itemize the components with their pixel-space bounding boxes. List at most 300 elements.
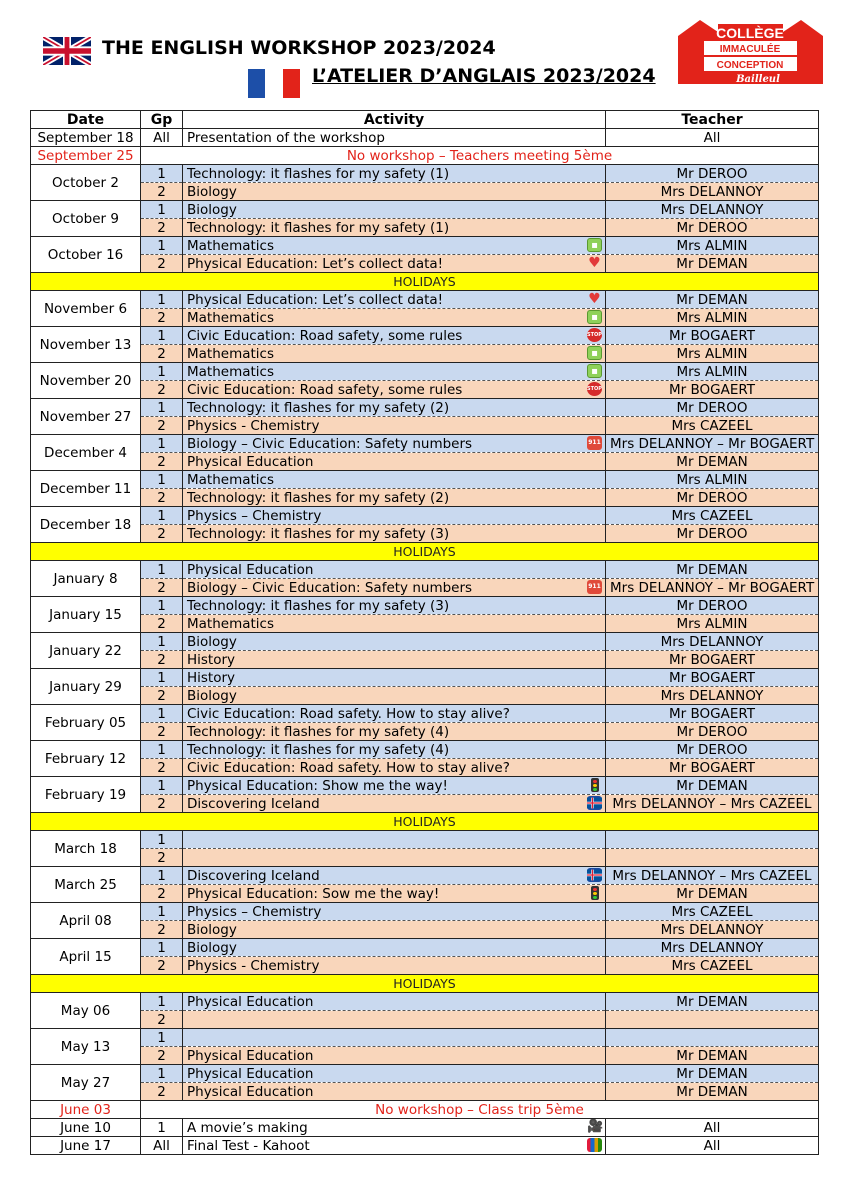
title-english: THE ENGLISH WORKSHOP 2023/2024	[102, 37, 496, 59]
holiday-cell: HOLIDAYS	[31, 543, 819, 561]
emergency-number-icon: 911	[587, 436, 602, 450]
header-gp: Gp	[141, 111, 183, 129]
table-row	[31, 471, 819, 489]
table-row	[31, 345, 819, 363]
table-row	[31, 417, 819, 435]
date-cell: June 10	[31, 1119, 141, 1137]
table-row	[31, 1119, 819, 1137]
table-row	[31, 165, 819, 183]
date-cell: February 05	[31, 705, 141, 741]
activity-cell	[183, 885, 606, 903]
math-icon: ▪	[587, 310, 602, 324]
table-row	[31, 219, 819, 237]
date-cell: June 03	[31, 1101, 141, 1119]
table-row	[31, 939, 819, 957]
teacher-cell	[606, 849, 819, 867]
activity-cell	[183, 471, 606, 489]
activity-cell	[183, 1119, 606, 1137]
table-row	[31, 1083, 819, 1101]
activity-text: Biology	[187, 633, 237, 650]
group-cell: 2	[141, 723, 183, 741]
activity-cell	[183, 435, 606, 453]
header-row	[31, 111, 819, 129]
activity-cell	[183, 723, 606, 741]
table-row	[31, 129, 819, 147]
teacher-cell: Mr BOGAERT	[606, 651, 819, 669]
date-cell: May 13	[31, 1029, 141, 1065]
table-row	[31, 669, 819, 687]
stop-sign-icon: STOP	[587, 328, 602, 342]
logo-line-1: COLLÈGE	[716, 25, 784, 41]
holiday-cell: HOLIDAYS	[31, 813, 819, 831]
group-cell: 1	[141, 1119, 183, 1137]
activity-text: Biology – Civic Education: Safety numbers	[187, 579, 473, 596]
activity-text: Physics - Chemistry	[187, 957, 320, 974]
activity-text: Mathematics	[187, 615, 274, 632]
activity-cell	[183, 597, 606, 615]
holiday-row	[31, 543, 819, 561]
traffic-light-icon	[591, 886, 599, 900]
activity-text: Technology: it flashes for my safety (3)	[187, 525, 450, 542]
activity-cell	[183, 363, 606, 381]
group-cell: 2	[141, 309, 183, 327]
teacher-cell: Mrs CAZEEL	[606, 957, 819, 975]
activity-cell	[183, 183, 606, 201]
header-activity: Activity	[183, 111, 606, 129]
group-cell: 1	[141, 291, 183, 309]
group-cell: 1	[141, 399, 183, 417]
table-row	[31, 399, 819, 417]
teacher-cell: Mrs CAZEEL	[606, 507, 819, 525]
logo-line-3: CONCEPTION	[716, 60, 784, 71]
table-row	[31, 723, 819, 741]
date-cell: April 08	[31, 903, 141, 939]
table-row	[31, 201, 819, 219]
teacher-cell: Mrs DELANNOY – Mrs CAZEEL	[606, 867, 819, 885]
teacher-cell: Mr BOGAERT	[606, 327, 819, 345]
movie-camera-icon: 🎥	[587, 1119, 604, 1134]
activity-text: Biology	[187, 921, 237, 938]
teacher-cell: Mr DEMAN	[606, 1083, 819, 1101]
group-cell: 1	[141, 993, 183, 1011]
activity-text: Biology – Civic Education: Safety numbers	[187, 435, 473, 452]
teacher-cell: Mrs DELANNOY – Mr BOGAERT	[606, 579, 819, 597]
date-cell: September 25	[31, 147, 141, 165]
group-cell: 1	[141, 201, 183, 219]
activity-cell	[183, 327, 606, 345]
table-row	[31, 327, 819, 345]
teacher-cell: Mr DEMAN	[606, 561, 819, 579]
activity-cell	[183, 957, 606, 975]
activity-cell	[183, 525, 606, 543]
teacher-cell: Mr DEROO	[606, 723, 819, 741]
holiday-cell: HOLIDAYS	[31, 975, 819, 993]
table-row	[31, 1011, 819, 1029]
date-cell: October 2	[31, 165, 141, 201]
teacher-cell: Mr BOGAERT	[606, 759, 819, 777]
table-row	[31, 525, 819, 543]
group-cell: 1	[141, 705, 183, 723]
table-row	[31, 921, 819, 939]
group-cell: 2	[141, 1083, 183, 1101]
group-cell: 2	[141, 615, 183, 633]
table-row	[31, 291, 819, 309]
teacher-cell: Mr DEMAN	[606, 1047, 819, 1065]
date-cell: February 12	[31, 741, 141, 777]
activity-cell	[183, 1065, 606, 1083]
activity-text: Technology: it flashes for my safety (4)	[187, 723, 450, 740]
group-cell: 1	[141, 435, 183, 453]
activity-text: Technology: it flashes for my safety (2)	[187, 489, 450, 506]
iceland-flag-icon	[587, 796, 602, 810]
activity-cell	[183, 759, 606, 777]
activity-text: Physical Education	[187, 993, 314, 1010]
activity-cell	[183, 1011, 606, 1029]
date-cell: November 27	[31, 399, 141, 435]
header-teacher: Teacher	[606, 111, 819, 129]
group-cell: 1	[141, 939, 183, 957]
group-cell: 1	[141, 363, 183, 381]
teacher-cell: Mrs DELANNOY	[606, 687, 819, 705]
traffic-light-icon	[591, 778, 599, 792]
activity-text: Civic Education: Road safety. How to stay alive?	[187, 705, 510, 722]
activity-text: Civic Education: Road safety, some rules	[187, 381, 463, 398]
teacher-cell: Mrs DELANNOY – Mrs CAZEEL	[606, 795, 819, 813]
teacher-cell: Mr DEROO	[606, 219, 819, 237]
table-row	[31, 237, 819, 255]
activity-cell	[183, 507, 606, 525]
teacher-cell: Mrs ALMIN	[606, 615, 819, 633]
activity-text: Discovering Iceland	[187, 867, 320, 884]
activity-cell	[183, 687, 606, 705]
date-cell: December 11	[31, 471, 141, 507]
activity-cell	[183, 1047, 606, 1065]
group-cell: All	[141, 129, 183, 147]
table-row	[31, 615, 819, 633]
group-cell: 1	[141, 831, 183, 849]
date-cell: March 18	[31, 831, 141, 867]
uk-flag-icon	[43, 37, 91, 65]
activity-text: Presentation of the workshop	[187, 129, 385, 146]
date-cell: January 22	[31, 633, 141, 669]
table-row	[31, 849, 819, 867]
activity-cell	[183, 1029, 606, 1047]
note-cell: No workshop – Class trip 5ème	[141, 1101, 819, 1119]
table-row	[31, 705, 819, 723]
teacher-cell	[606, 831, 819, 849]
table-row	[31, 597, 819, 615]
teacher-cell	[606, 1029, 819, 1047]
date-cell: March 25	[31, 867, 141, 903]
group-cell: 2	[141, 795, 183, 813]
group-cell: 1	[141, 165, 183, 183]
group-cell: 2	[141, 183, 183, 201]
date-cell: May 27	[31, 1065, 141, 1101]
group-cell: 2	[141, 255, 183, 273]
group-cell: 2	[141, 687, 183, 705]
teacher-cell: Mr DEROO	[606, 741, 819, 759]
teacher-cell: Mr DEROO	[606, 399, 819, 417]
heartbeat-icon: ♥	[588, 291, 601, 307]
date-cell: November 20	[31, 363, 141, 399]
activity-cell	[183, 381, 606, 399]
group-cell: 1	[141, 669, 183, 687]
group-cell: 2	[141, 849, 183, 867]
heartbeat-icon: ♥	[588, 255, 601, 271]
iceland-flag-icon	[587, 868, 602, 882]
teacher-cell: Mrs DELANNOY	[606, 921, 819, 939]
activity-text: Biology	[187, 201, 237, 218]
teacher-cell: Mrs ALMIN	[606, 471, 819, 489]
activity-text: Final Test - Kahoot	[187, 1137, 310, 1154]
france-flag-icon	[248, 69, 300, 98]
activity-text: Physical Education	[187, 453, 314, 470]
group-cell: 1	[141, 1065, 183, 1083]
group-cell: 2	[141, 489, 183, 507]
group-cell: 1	[141, 561, 183, 579]
group-cell: 2	[141, 579, 183, 597]
activity-cell	[183, 669, 606, 687]
teacher-cell: Mr DEMAN	[606, 885, 819, 903]
activity-cell	[183, 1083, 606, 1101]
date-cell: November 13	[31, 327, 141, 363]
teacher-cell: Mr DEROO	[606, 165, 819, 183]
activity-cell	[183, 291, 606, 309]
note-cell: No workshop – Teachers meeting 5ème	[141, 147, 819, 165]
activity-text: A movie’s making	[187, 1119, 308, 1136]
holiday-row	[31, 975, 819, 993]
table-row	[31, 759, 819, 777]
date-cell: June 17	[31, 1137, 141, 1155]
group-cell: 1	[141, 903, 183, 921]
date-cell: November 6	[31, 291, 141, 327]
activity-cell	[183, 741, 606, 759]
group-cell: 1	[141, 1029, 183, 1047]
date-cell: January 15	[31, 597, 141, 633]
teacher-cell: Mrs DELANNOY	[606, 201, 819, 219]
teacher-cell: Mr DEMAN	[606, 777, 819, 795]
teacher-cell: Mrs DELANNOY	[606, 183, 819, 201]
table-row	[31, 507, 819, 525]
group-cell: 2	[141, 417, 183, 435]
teacher-cell: Mrs ALMIN	[606, 345, 819, 363]
table-row	[31, 435, 819, 453]
holiday-row	[31, 273, 819, 291]
teacher-cell: Mr BOGAERT	[606, 705, 819, 723]
teacher-cell: Mr DEROO	[606, 489, 819, 507]
activity-text: Physics – Chemistry	[187, 507, 322, 524]
date-cell: April 15	[31, 939, 141, 975]
table-row	[31, 1101, 819, 1119]
group-cell: 2	[141, 759, 183, 777]
college-logo	[678, 16, 823, 84]
activity-cell	[183, 651, 606, 669]
activity-cell	[183, 561, 606, 579]
activity-cell	[183, 939, 606, 957]
activity-text: Technology: it flashes for my safety (4)	[187, 741, 450, 758]
table-row	[31, 255, 819, 273]
table-row	[31, 633, 819, 651]
table-row	[31, 309, 819, 327]
table-row	[31, 489, 819, 507]
teacher-cell: Mrs ALMIN	[606, 237, 819, 255]
teacher-cell: All	[606, 129, 819, 147]
activity-cell	[183, 453, 606, 471]
table-row	[31, 1029, 819, 1047]
activity-text: History	[187, 669, 236, 686]
activity-text: Physics – Chemistry	[187, 903, 322, 920]
activity-cell	[183, 633, 606, 651]
activity-text: Physical Education: Let’s collect data!	[187, 255, 444, 272]
activity-text: Physical Education: Sow me the way!	[187, 885, 440, 902]
activity-cell	[183, 489, 606, 507]
activity-cell	[183, 1137, 606, 1155]
group-cell: All	[141, 1137, 183, 1155]
group-cell: 1	[141, 237, 183, 255]
activity-text: Technology: it flashes for my safety (2)	[187, 399, 450, 416]
activity-text: Biology	[187, 183, 237, 200]
kahoot-icon	[587, 1138, 602, 1152]
teacher-cell: Mrs DELANNOY – Mr BOGAERT	[606, 435, 819, 453]
teacher-cell: Mrs DELANNOY	[606, 939, 819, 957]
group-cell: 1	[141, 471, 183, 489]
group-cell: 2	[141, 1011, 183, 1029]
table-row	[31, 777, 819, 795]
group-cell: 2	[141, 1047, 183, 1065]
date-cell: January 8	[31, 561, 141, 597]
activity-text: Physical Education	[187, 561, 314, 578]
table-row	[31, 993, 819, 1011]
date-cell: October 16	[31, 237, 141, 273]
activity-text: Technology: it flashes for my safety (3)	[187, 597, 450, 614]
table-row	[31, 381, 819, 399]
activity-text: Physical Education	[187, 1065, 314, 1082]
activity-cell	[183, 309, 606, 327]
math-icon: ▪	[587, 364, 602, 378]
table-row	[31, 561, 819, 579]
table-row	[31, 1137, 819, 1155]
table-row	[31, 795, 819, 813]
group-cell: 1	[141, 777, 183, 795]
activity-text: Technology: it flashes for my safety (1)	[187, 219, 450, 236]
activity-text: Mathematics	[187, 309, 274, 326]
activity-cell	[183, 201, 606, 219]
table-row	[31, 687, 819, 705]
group-cell: 2	[141, 921, 183, 939]
header-date: Date	[31, 111, 141, 129]
teacher-cell: Mrs CAZEEL	[606, 903, 819, 921]
teacher-cell: Mr BOGAERT	[606, 381, 819, 399]
activity-cell	[183, 399, 606, 417]
activity-cell	[183, 579, 606, 597]
activity-cell	[183, 777, 606, 795]
teacher-cell: Mr DEMAN	[606, 453, 819, 471]
table-row	[31, 741, 819, 759]
group-cell: 2	[141, 219, 183, 237]
emergency-number-icon: 911	[587, 580, 602, 594]
table-row	[31, 1047, 819, 1065]
activity-cell	[183, 831, 606, 849]
group-cell: 2	[141, 453, 183, 471]
date-cell: October 9	[31, 201, 141, 237]
activity-text: Physical Education	[187, 1047, 314, 1064]
table-row	[31, 453, 819, 471]
date-cell: May 06	[31, 993, 141, 1029]
activity-text: Physical Education	[187, 1083, 314, 1100]
activity-cell	[183, 903, 606, 921]
activity-cell	[183, 237, 606, 255]
schedule-table	[30, 110, 819, 1155]
table-row	[31, 147, 819, 165]
activity-cell	[183, 849, 606, 867]
table-row	[31, 903, 819, 921]
table-row	[31, 831, 819, 849]
group-cell: 2	[141, 525, 183, 543]
activity-cell	[183, 219, 606, 237]
table-row	[31, 885, 819, 903]
logo-line-4: Bailleul	[736, 74, 780, 84]
activity-cell	[183, 867, 606, 885]
group-cell: 2	[141, 957, 183, 975]
table-row	[31, 183, 819, 201]
teacher-cell: Mr DEMAN	[606, 993, 819, 1011]
group-cell: 1	[141, 633, 183, 651]
activity-text: Biology	[187, 687, 237, 704]
table-row	[31, 957, 819, 975]
teacher-cell: All	[606, 1119, 819, 1137]
teacher-cell: Mr DEMAN	[606, 255, 819, 273]
table-row	[31, 651, 819, 669]
date-cell: September 18	[31, 129, 141, 147]
table-row	[31, 579, 819, 597]
group-cell: 1	[141, 867, 183, 885]
date-cell: December 18	[31, 507, 141, 543]
group-cell: 1	[141, 741, 183, 759]
stop-sign-icon: STOP	[587, 382, 602, 396]
group-cell: 2	[141, 885, 183, 903]
activity-cell	[183, 345, 606, 363]
teacher-cell: Mr DEMAN	[606, 1065, 819, 1083]
group-cell: 1	[141, 507, 183, 525]
activity-text: Biology	[187, 939, 237, 956]
activity-text: Discovering Iceland	[187, 795, 320, 812]
activity-cell	[183, 129, 606, 147]
math-icon: ▪	[587, 346, 602, 360]
activity-cell	[183, 921, 606, 939]
activity-text: Mathematics	[187, 345, 274, 362]
activity-text: Civic Education: Road safety. How to stay alive?	[187, 759, 510, 776]
teacher-cell: Mr BOGAERT	[606, 669, 819, 687]
table-row	[31, 363, 819, 381]
teacher-cell: All	[606, 1137, 819, 1155]
title-french: L’ATELIER D’ANGLAIS 2023/2024	[312, 65, 656, 87]
teacher-cell: Mrs ALMIN	[606, 309, 819, 327]
teacher-cell: Mr DEROO	[606, 525, 819, 543]
activity-cell	[183, 417, 606, 435]
activity-text: Technology: it flashes for my safety (1)	[187, 165, 450, 182]
logo-line-2: IMMACULÉE	[719, 44, 781, 55]
activity-cell	[183, 255, 606, 273]
group-cell: 1	[141, 597, 183, 615]
activity-cell	[183, 165, 606, 183]
activity-text: Physics - Chemistry	[187, 417, 320, 434]
activity-cell	[183, 795, 606, 813]
activity-text: Mathematics	[187, 471, 274, 488]
activity-text: Mathematics	[187, 363, 274, 380]
teacher-cell: Mrs CAZEEL	[606, 417, 819, 435]
activity-cell	[183, 993, 606, 1011]
activity-cell	[183, 615, 606, 633]
